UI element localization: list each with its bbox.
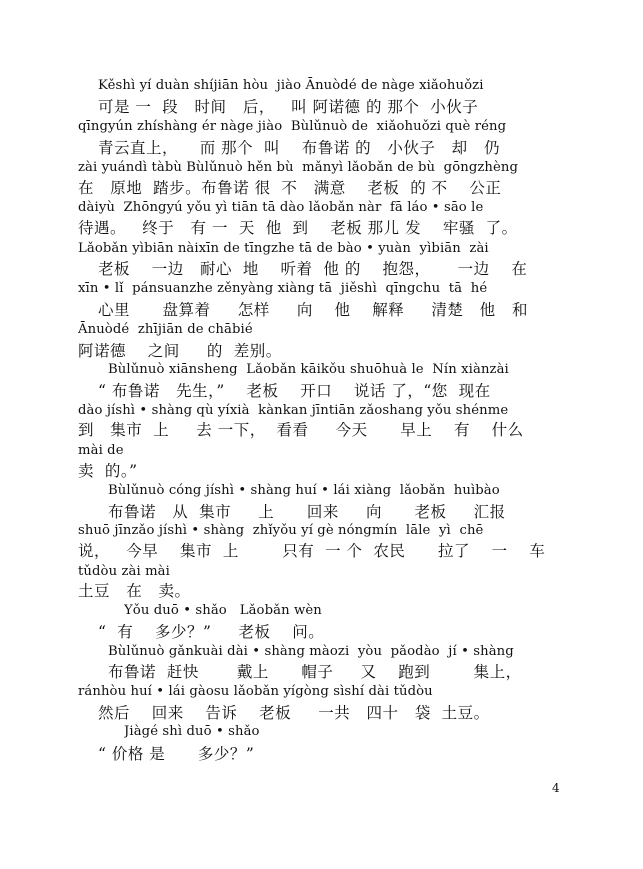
page-number: 4 [552,781,560,795]
pinyin-line: Lǎobǎn yìbiān nàixīn de tīngzhe tā de bào • yuàn yìbiān zài [78,241,489,256]
pinyin-line: qīngyún zhíshàng ér nàge jiào Bùlǔnuò de xiǎohuǒzi què réng [78,119,507,134]
pinyin-line: Bùlǔnuò gǎnkuài dài • shàng màozi yòu pǎodào jí • shàng [108,644,514,659]
pinyin-line: dàiyù Zhōngyú yǒu yì tiān tā dào lǎobǎn nàr fā láo • sāo le [78,200,484,215]
hanzi-line: 布鲁诺 从 集市 上 回来 向 老板 汇报 [108,503,506,521]
pinyin-line: Yǒu duō • shǎo Lǎobǎn wèn [124,603,322,618]
hanzi-line: 到 集市 上 去 一下， 看看 今天 早上 有 什么 [78,421,524,439]
hanzi-line: 青云直上， 而 那个 叫 布鲁诺 的 小伙子 却 仍 [98,139,500,157]
hanzi-line: 阿诺德 之间 的 差别。 [78,342,282,360]
pinyin-line: ránhòu huí • lái gàosu lǎobǎn yígòng sìshí dài tǔdòu [78,684,433,699]
hanzi-line: 心里 盘算着 怎样 向 他 解释 清楚 他 和 [98,301,528,319]
hanzi-line: 布鲁诺 赶快 戴上 帽子 又 跑到 集上， [108,663,522,681]
hanzi-line: 可是 一 段 时间 后， 叫 阿诺德 的 那个 小伙子 [98,98,479,116]
pinyin-line: xīn • lǐ pánsuanzhe zěnyàng xiàng tā jiěshì qīngchu tā hé [78,281,488,296]
hanzi-line: 在 原地 踏步。布鲁诺 很 不 满意 老板 的 不 公正 [78,179,502,197]
hanzi-line: 土豆 在 卖。 [78,582,191,600]
hanzi-line: “ 布鲁诺 先生，” 老板 开口 说话 了，“您 现在 [98,382,491,400]
hanzi-line: 然后 回来 告诉 老板 一共 四十 袋 土豆。 [98,704,490,722]
pinyin-line: zài yuándì tàbù Bùlǔnuò hěn bù mǎnyì lǎobǎn de bù gōngzhèng [78,160,519,175]
pinyin-line: dào jíshì • shàng qù yíxià kànkan jīntiān zǎoshang yǒu shénme [78,403,509,418]
pinyin-line: Bùlǔnuò cóng jíshì • shàng huí • lái xiàng lǎobǎn huìbào [108,483,500,498]
pinyin-line: Jiàgé shì duō • shǎo [124,724,260,739]
pinyin-line: mài de [78,443,124,458]
hanzi-line: “ 价格 是 多少？” [98,745,255,763]
pinyin-line: shuō jīnzǎo jíshì • shàng zhǐyǒu yí gè nóngmín lāle yì chē [78,523,484,538]
pinyin-line: Ānuòdé zhījiān de chābié [78,322,253,337]
hanzi-line: 卖 的。” [78,462,138,480]
pinyin-line: tǔdòu zài mài [78,564,170,579]
hanzi-line: “ 有 多少？” 老板 问。 [98,623,325,641]
hanzi-line: 待遇。 终于 有 一 天 他 到 老板 那儿 发 牢骚 了。 [78,219,518,237]
hanzi-line: 老板 一边 耐心 地 听着 他 的 抱怨， 一边 在 [98,260,528,278]
hanzi-line: 说， 今早 集市 上 只有 一 个 农民 拉了 一 车 [78,542,546,560]
pinyin-line: Bùlǔnuò xiānsheng Lǎobǎn kāikǒu shuōhuà le Nín xiànzài [108,362,509,377]
pinyin-line: Kěshì yí duàn shíjiān hòu jiào Ānuòdé de nàge xiǎohuǒzi [98,78,484,93]
